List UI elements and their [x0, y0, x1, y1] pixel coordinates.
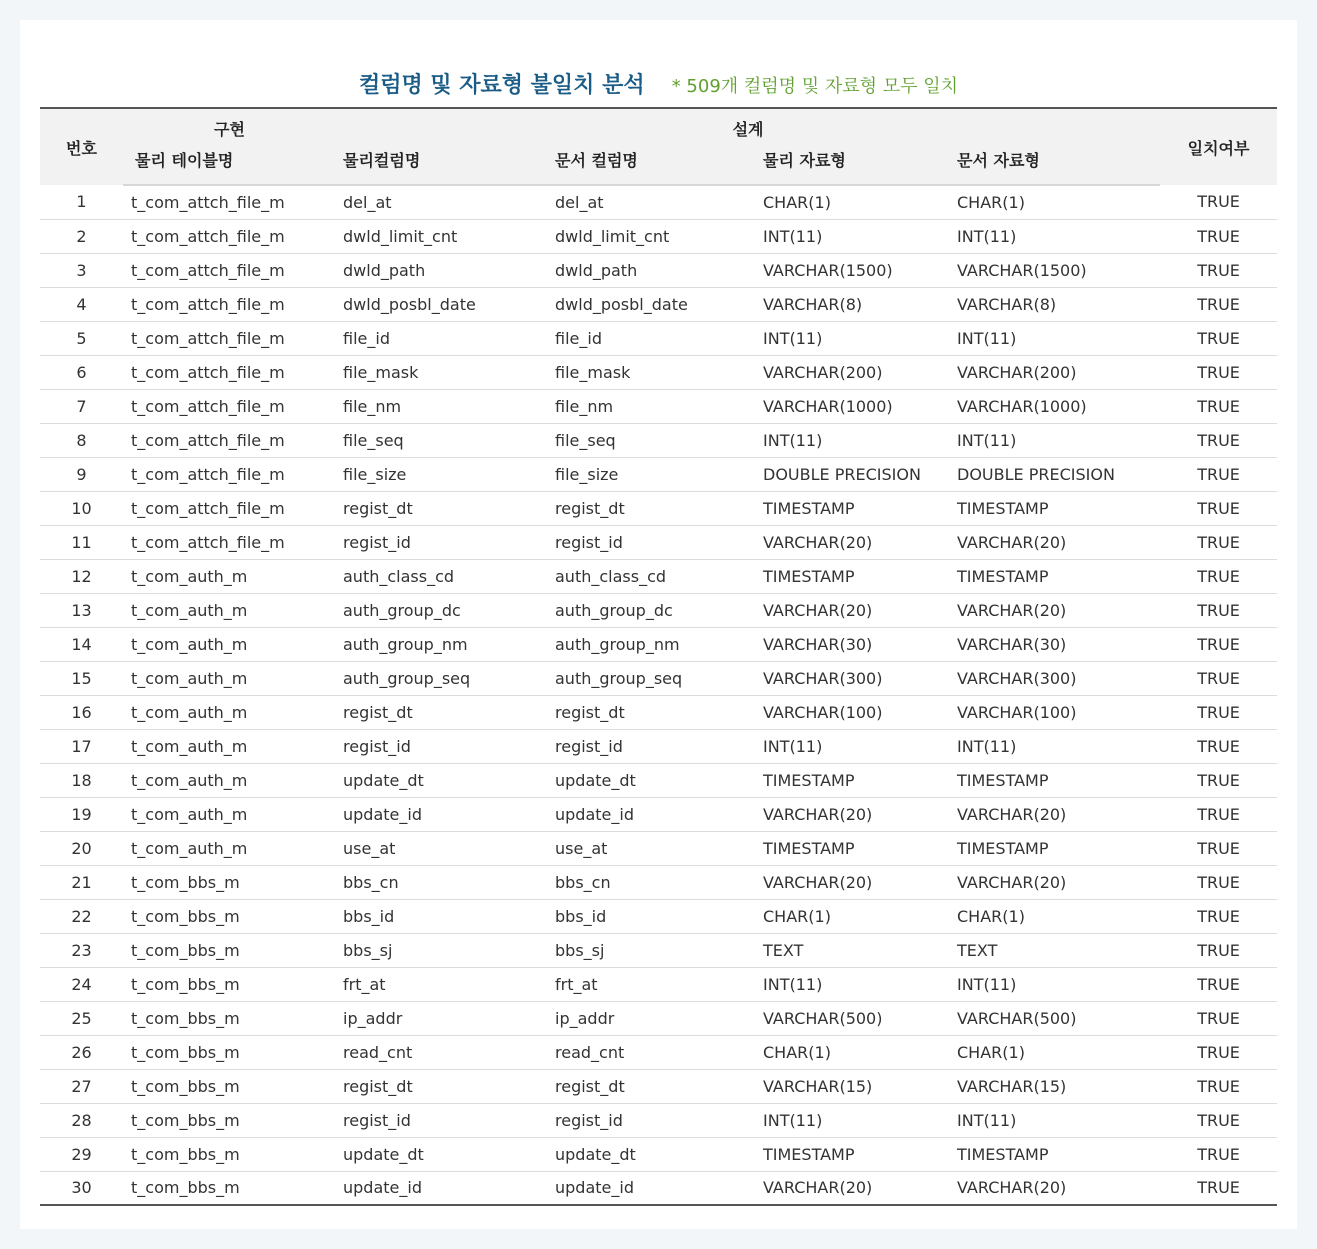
row-number: 17	[40, 729, 123, 763]
document-data-type: VARCHAR(200)	[948, 355, 1160, 389]
table-row	[40, 525, 1277, 559]
row-number: 15	[40, 661, 123, 695]
document-column-name: regist_dt	[547, 695, 753, 729]
row-number: 14	[40, 627, 123, 661]
physical-table-name: t_com_bbs_m	[123, 1069, 336, 1103]
match-flag: TRUE	[1160, 899, 1277, 933]
physical-column-name: file_id	[336, 321, 547, 355]
document-column-name: regist_id	[547, 1103, 753, 1137]
row-number: 23	[40, 933, 123, 967]
document-data-type: VARCHAR(20)	[948, 865, 1160, 899]
table-row	[40, 423, 1277, 457]
physical-data-type: TIMESTAMP	[753, 1137, 948, 1171]
match-flag: TRUE	[1160, 185, 1277, 219]
page-title: 컬럼명 및 자료형 불일치 분석	[358, 73, 645, 98]
row-number: 21	[40, 865, 123, 899]
table-row	[40, 1035, 1277, 1069]
match-flag: TRUE	[1160, 1103, 1277, 1137]
document-column-name: bbs_sj	[547, 933, 753, 967]
physical-column-name: file_seq	[336, 423, 547, 457]
match-flag: TRUE	[1160, 1001, 1277, 1035]
physical-column-name: regist_dt	[336, 695, 547, 729]
physical-table-name: t_com_bbs_m	[123, 1137, 336, 1171]
physical-data-type: VARCHAR(200)	[753, 355, 948, 389]
document-data-type: VARCHAR(1000)	[948, 389, 1160, 423]
table-row	[40, 1103, 1277, 1137]
match-flag: TRUE	[1160, 1035, 1277, 1069]
physical-table-name: t_com_attch_file_m	[123, 491, 336, 525]
row-number: 18	[40, 763, 123, 797]
document-data-type: VARCHAR(20)	[948, 1171, 1160, 1205]
physical-table-name: t_com_auth_m	[123, 831, 336, 865]
document-column-name: file_nm	[547, 389, 753, 423]
physical-table-name: t_com_bbs_m	[123, 967, 336, 1001]
match-flag: TRUE	[1160, 967, 1277, 1001]
document-column-name: update_dt	[547, 763, 753, 797]
row-number: 13	[40, 593, 123, 627]
match-flag: TRUE	[1160, 253, 1277, 287]
document-data-type: INT(11)	[948, 1103, 1160, 1137]
row-number: 9	[40, 457, 123, 491]
document-column-name: regist_id	[547, 729, 753, 763]
match-flag: TRUE	[1160, 423, 1277, 457]
physical-data-type: INT(11)	[753, 1103, 948, 1137]
physical-data-type: TIMESTAMP	[753, 831, 948, 865]
header-no: 번호	[40, 108, 123, 185]
comparison-table	[40, 107, 1277, 1206]
physical-table-name: t_com_attch_file_m	[123, 423, 336, 457]
document-column-name: file_size	[547, 457, 753, 491]
match-flag: TRUE	[1160, 559, 1277, 593]
physical-table-name: t_com_auth_m	[123, 559, 336, 593]
physical-column-name: regist_id	[336, 729, 547, 763]
row-number: 25	[40, 1001, 123, 1035]
header-document-type: 문서 자료형	[948, 144, 1160, 185]
physical-column-name: use_at	[336, 831, 547, 865]
document-data-type: VARCHAR(30)	[948, 627, 1160, 661]
match-flag: TRUE	[1160, 389, 1277, 423]
document-data-type: TIMESTAMP	[948, 763, 1160, 797]
table-row	[40, 899, 1277, 933]
row-number: 10	[40, 491, 123, 525]
header-impl-group: 구현	[123, 108, 336, 144]
physical-data-type: INT(11)	[753, 729, 948, 763]
row-number: 4	[40, 287, 123, 321]
physical-table-name: t_com_auth_m	[123, 729, 336, 763]
physical-data-type: TIMESTAMP	[753, 559, 948, 593]
document-column-name: file_id	[547, 321, 753, 355]
match-flag: TRUE	[1160, 661, 1277, 695]
document-data-type: CHAR(1)	[948, 185, 1160, 219]
row-number: 7	[40, 389, 123, 423]
header-physical-table: 물리 테이블명	[123, 144, 336, 185]
physical-data-type: VARCHAR(8)	[753, 287, 948, 321]
table-row	[40, 355, 1277, 389]
physical-column-name: update_dt	[336, 763, 547, 797]
document-data-type: INT(11)	[948, 321, 1160, 355]
report-card	[20, 20, 1297, 1229]
table-row	[40, 1171, 1277, 1205]
table-row	[40, 559, 1277, 593]
physical-data-type: TEXT	[753, 933, 948, 967]
physical-column-name: file_size	[336, 457, 547, 491]
table-row	[40, 763, 1277, 797]
row-number: 26	[40, 1035, 123, 1069]
physical-table-name: t_com_bbs_m	[123, 1001, 336, 1035]
document-column-name: auth_group_nm	[547, 627, 753, 661]
document-data-type: TIMESTAMP	[948, 559, 1160, 593]
match-flag: TRUE	[1160, 729, 1277, 763]
row-number: 19	[40, 797, 123, 831]
header-physical-type: 물리 자료형	[753, 144, 948, 185]
physical-table-name: t_com_auth_m	[123, 593, 336, 627]
physical-data-type: VARCHAR(300)	[753, 661, 948, 695]
document-data-type: TIMESTAMP	[948, 831, 1160, 865]
table-row	[40, 695, 1277, 729]
row-number: 28	[40, 1103, 123, 1137]
match-flag: TRUE	[1160, 763, 1277, 797]
physical-column-name: frt_at	[336, 967, 547, 1001]
row-number: 30	[40, 1171, 123, 1205]
row-number: 12	[40, 559, 123, 593]
physical-table-name: t_com_attch_file_m	[123, 185, 336, 219]
physical-column-name: del_at	[336, 185, 547, 219]
physical-table-name: t_com_auth_m	[123, 627, 336, 661]
document-data-type: INT(11)	[948, 967, 1160, 1001]
physical-column-name: read_cnt	[336, 1035, 547, 1069]
physical-data-type: TIMESTAMP	[753, 763, 948, 797]
physical-table-name: t_com_bbs_m	[123, 1171, 336, 1205]
match-flag: TRUE	[1160, 219, 1277, 253]
physical-column-name: auth_class_cd	[336, 559, 547, 593]
match-flag: TRUE	[1160, 933, 1277, 967]
physical-data-type: VARCHAR(20)	[753, 593, 948, 627]
row-number: 3	[40, 253, 123, 287]
physical-column-name: update_id	[336, 1171, 547, 1205]
physical-column-name: update_id	[336, 797, 547, 831]
table-row	[40, 1137, 1277, 1171]
physical-table-name: t_com_attch_file_m	[123, 355, 336, 389]
document-data-type: TIMESTAMP	[948, 491, 1160, 525]
match-flag: TRUE	[1160, 831, 1277, 865]
document-column-name: update_dt	[547, 1137, 753, 1171]
document-data-type: INT(11)	[948, 729, 1160, 763]
document-column-name: update_id	[547, 797, 753, 831]
document-data-type: VARCHAR(15)	[948, 1069, 1160, 1103]
physical-column-name: dwld_posbl_date	[336, 287, 547, 321]
physical-data-type: VARCHAR(1500)	[753, 253, 948, 287]
match-flag: TRUE	[1160, 1171, 1277, 1205]
table-row	[40, 253, 1277, 287]
document-data-type: INT(11)	[948, 423, 1160, 457]
physical-data-type: INT(11)	[753, 321, 948, 355]
table-row	[40, 389, 1277, 423]
document-data-type: VARCHAR(100)	[948, 695, 1160, 729]
table-row	[40, 967, 1277, 1001]
match-flag: TRUE	[1160, 1137, 1277, 1171]
row-number: 11	[40, 525, 123, 559]
match-flag: TRUE	[1160, 355, 1277, 389]
match-flag: TRUE	[1160, 627, 1277, 661]
physical-table-name: t_com_bbs_m	[123, 865, 336, 899]
document-column-name: file_seq	[547, 423, 753, 457]
document-data-type: VARCHAR(500)	[948, 1001, 1160, 1035]
document-data-type: TIMESTAMP	[948, 1137, 1160, 1171]
document-column-name: regist_id	[547, 525, 753, 559]
physical-table-name: t_com_auth_m	[123, 695, 336, 729]
row-number: 16	[40, 695, 123, 729]
match-flag: TRUE	[1160, 797, 1277, 831]
document-column-name: bbs_id	[547, 899, 753, 933]
physical-data-type: CHAR(1)	[753, 1035, 948, 1069]
physical-table-name: t_com_attch_file_m	[123, 219, 336, 253]
physical-table-name: t_com_bbs_m	[123, 899, 336, 933]
table-row	[40, 287, 1277, 321]
document-column-name: regist_dt	[547, 491, 753, 525]
physical-column-name: bbs_sj	[336, 933, 547, 967]
physical-table-name: t_com_attch_file_m	[123, 525, 336, 559]
physical-data-type: INT(11)	[753, 967, 948, 1001]
table-row	[40, 1069, 1277, 1103]
physical-column-name: file_nm	[336, 389, 547, 423]
physical-data-type: VARCHAR(15)	[753, 1069, 948, 1103]
match-flag: TRUE	[1160, 695, 1277, 729]
document-data-type: VARCHAR(8)	[948, 287, 1160, 321]
table-row	[40, 661, 1277, 695]
row-number: 27	[40, 1069, 123, 1103]
document-column-name: update_id	[547, 1171, 753, 1205]
document-data-type: DOUBLE PRECISION	[948, 457, 1160, 491]
physical-column-name: update_dt	[336, 1137, 547, 1171]
physical-column-name: bbs_cn	[336, 865, 547, 899]
document-data-type: VARCHAR(20)	[948, 593, 1160, 627]
document-data-type: VARCHAR(300)	[948, 661, 1160, 695]
row-number: 6	[40, 355, 123, 389]
table-row	[40, 219, 1277, 253]
physical-data-type: VARCHAR(100)	[753, 695, 948, 729]
physical-data-type: DOUBLE PRECISION	[753, 457, 948, 491]
physical-table-name: t_com_bbs_m	[123, 1035, 336, 1069]
document-column-name: dwld_path	[547, 253, 753, 287]
physical-data-type: VARCHAR(1000)	[753, 389, 948, 423]
match-flag: TRUE	[1160, 491, 1277, 525]
physical-table-name: t_com_attch_file_m	[123, 287, 336, 321]
match-flag: TRUE	[1160, 865, 1277, 899]
physical-data-type: VARCHAR(20)	[753, 797, 948, 831]
physical-data-type: VARCHAR(20)	[753, 1171, 948, 1205]
table-row	[40, 491, 1277, 525]
row-number: 20	[40, 831, 123, 865]
physical-table-name: t_com_auth_m	[123, 661, 336, 695]
document-column-name: auth_group_dc	[547, 593, 753, 627]
physical-table-name: t_com_bbs_m	[123, 1103, 336, 1137]
table-row	[40, 797, 1277, 831]
document-column-name: ip_addr	[547, 1001, 753, 1035]
document-data-type: VARCHAR(20)	[948, 525, 1160, 559]
physical-table-name: t_com_attch_file_m	[123, 389, 336, 423]
physical-data-type: CHAR(1)	[753, 899, 948, 933]
document-column-name: dwld_posbl_date	[547, 287, 753, 321]
physical-table-name: t_com_attch_file_m	[123, 457, 336, 491]
match-flag: TRUE	[1160, 593, 1277, 627]
physical-data-type: TIMESTAMP	[753, 491, 948, 525]
document-column-name: use_at	[547, 831, 753, 865]
physical-column-name: regist_dt	[336, 1069, 547, 1103]
physical-column-name: auth_group_dc	[336, 593, 547, 627]
row-number: 24	[40, 967, 123, 1001]
document-column-name: dwld_limit_cnt	[547, 219, 753, 253]
physical-column-name: regist_id	[336, 525, 547, 559]
physical-data-type: INT(11)	[753, 423, 948, 457]
physical-data-type: VARCHAR(20)	[753, 865, 948, 899]
physical-column-name: auth_group_nm	[336, 627, 547, 661]
document-data-type: INT(11)	[948, 219, 1160, 253]
page-subtitle: * 509개 컬럼명 및 자료형 모두 일치	[671, 76, 959, 97]
table-row	[40, 831, 1277, 865]
row-number: 1	[40, 185, 123, 219]
table-row	[40, 865, 1277, 899]
physical-column-name: ip_addr	[336, 1001, 547, 1035]
document-column-name: auth_class_cd	[547, 559, 753, 593]
table-row	[40, 627, 1277, 661]
physical-table-name: t_com_auth_m	[123, 763, 336, 797]
physical-data-type: CHAR(1)	[753, 185, 948, 219]
document-column-name: read_cnt	[547, 1035, 753, 1069]
document-column-name: del_at	[547, 185, 753, 219]
physical-column-name: auth_group_seq	[336, 661, 547, 695]
table-row	[40, 729, 1277, 763]
physical-column-name: regist_dt	[336, 491, 547, 525]
physical-table-name: t_com_auth_m	[123, 797, 336, 831]
document-data-type: TEXT	[948, 933, 1160, 967]
physical-data-type: VARCHAR(500)	[753, 1001, 948, 1035]
document-column-name: file_mask	[547, 355, 753, 389]
row-number: 5	[40, 321, 123, 355]
row-number: 29	[40, 1137, 123, 1171]
match-flag: TRUE	[1160, 321, 1277, 355]
physical-table-name: t_com_attch_file_m	[123, 321, 336, 355]
physical-table-name: t_com_attch_file_m	[123, 253, 336, 287]
row-number: 8	[40, 423, 123, 457]
match-flag: TRUE	[1160, 1069, 1277, 1103]
physical-column-name: dwld_path	[336, 253, 547, 287]
match-flag: TRUE	[1160, 525, 1277, 559]
table-row	[40, 593, 1277, 627]
physical-column-name: dwld_limit_cnt	[336, 219, 547, 253]
physical-table-name: t_com_bbs_m	[123, 933, 336, 967]
document-column-name: bbs_cn	[547, 865, 753, 899]
document-data-type: CHAR(1)	[948, 899, 1160, 933]
header-document-column: 문서 컬럼명	[547, 144, 753, 185]
document-column-name: frt_at	[547, 967, 753, 1001]
document-column-name: auth_group_seq	[547, 661, 753, 695]
header-physical-column: 물리컬럼명	[336, 144, 547, 185]
table-row	[40, 1001, 1277, 1035]
row-number: 22	[40, 899, 123, 933]
physical-data-type: VARCHAR(30)	[753, 627, 948, 661]
document-data-type: VARCHAR(20)	[948, 797, 1160, 831]
match-flag: TRUE	[1160, 457, 1277, 491]
physical-column-name: file_mask	[336, 355, 547, 389]
document-column-name: regist_dt	[547, 1069, 753, 1103]
row-number: 2	[40, 219, 123, 253]
table-header	[40, 108, 1277, 185]
title-row	[20, 68, 1297, 99]
header-match: 일치여부	[1160, 108, 1277, 185]
table-row	[40, 321, 1277, 355]
match-flag: TRUE	[1160, 287, 1277, 321]
document-data-type: VARCHAR(1500)	[948, 253, 1160, 287]
physical-data-type: INT(11)	[753, 219, 948, 253]
table-body	[40, 185, 1277, 1205]
document-data-type: CHAR(1)	[948, 1035, 1160, 1069]
physical-data-type: VARCHAR(20)	[753, 525, 948, 559]
physical-column-name: bbs_id	[336, 899, 547, 933]
physical-column-name: regist_id	[336, 1103, 547, 1137]
table-row	[40, 933, 1277, 967]
table-row	[40, 185, 1277, 219]
table-row	[40, 457, 1277, 491]
header-design-group: 설계	[336, 108, 1160, 144]
